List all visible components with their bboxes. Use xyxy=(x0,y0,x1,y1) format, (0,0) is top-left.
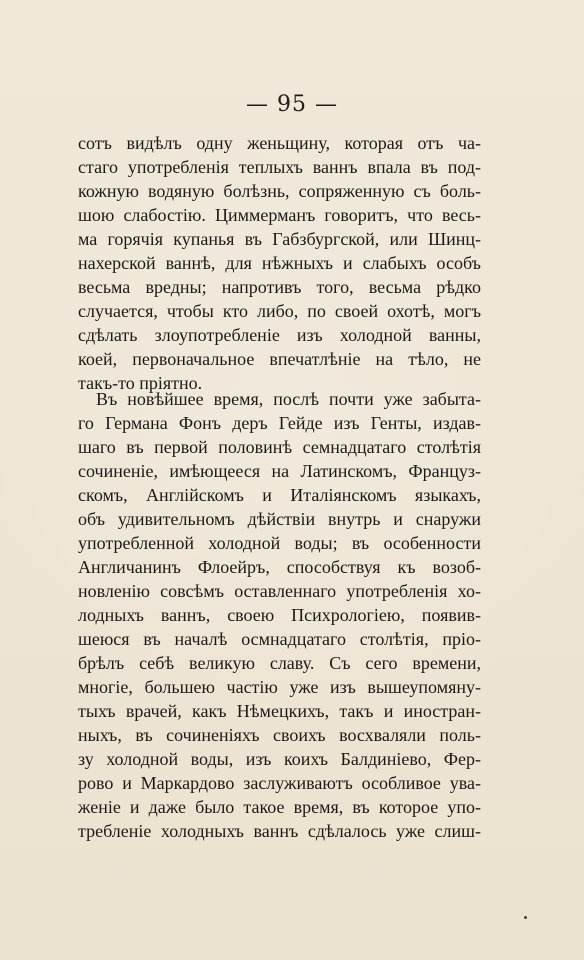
paragraph-2-line-9: новленію совсѣмъ оставленнаго употребленія хо- xyxy=(78,581,481,601)
paragraph-2-line-1: Въ новѣйшее время, послѣ почти уже забыта- xyxy=(96,389,481,409)
paragraph-2-line-12: брѣлъ себѣ великую славу. Съ сего времени, xyxy=(78,653,481,673)
ink-speck xyxy=(524,916,527,919)
paragraph-2-line-6: объ удивительномъ дѣйствіи внутрь и снаружи xyxy=(78,509,481,529)
paragraph-2-line-8: Англичанинъ Флоейръ, способствуя къ возоб- xyxy=(78,557,481,577)
paragraph-1-line-10: коей, первоначальное впечатлѣніе на тѣло, не xyxy=(78,349,481,369)
paragraph-1-line-5: ма горячія купанья въ Габзбургской, или Шинц- xyxy=(78,229,481,249)
paragraph-1-line-4: шою слабостію. Циммерманъ говоритъ, что весь- xyxy=(78,205,481,225)
paragraph-2-line-11: шеюся въ началѣ осмнадцатаго столѣтія, пріо- xyxy=(78,629,481,649)
page-number: — 95 — xyxy=(246,92,338,117)
paragraph-1-line-3: кожную водяную болѣзнь, сопряженную съ боль- xyxy=(78,181,481,201)
paragraph-1-line-1: сотъ видѣлъ одну женьщину, которая отъ ча- xyxy=(78,133,481,153)
paragraph-2-line-16: зу холодной воды, изъ коихъ Балдиніево, Фер- xyxy=(78,749,481,769)
paragraph-2-line-10: лодныхъ ваннъ, своею Психрологіею, появив- xyxy=(78,605,481,625)
paragraph-1-line-7: весьма вредны; напротивъ того, весьма рѣдко xyxy=(78,277,481,297)
paragraph-2-line-3: шаго въ первой половинѣ семнадцатаго столѣтія xyxy=(78,437,481,457)
paragraph-1-line-9: сдѣлать злоупотребленіе изъ холодной ванны, xyxy=(78,325,481,345)
paragraph-2-line-13: многіе, большею частію уже изъ вышеупомяну- xyxy=(78,677,481,697)
paragraph-2-line-4: сочиненіе, имѣющееся на Латинскомъ, Француз- xyxy=(78,461,481,481)
paragraph-2-line-19: требленіе холодныхъ ваннъ сдѣлалось уже слиш- xyxy=(78,821,481,841)
paragraph-1 xyxy=(78,131,481,395)
paragraph-2-line-18: женіе и даже было такое время, въ которое упо- xyxy=(78,797,481,817)
paragraph-1-line-6: нахерской ваннѣ, для нѣжныхъ и слабыхъ особъ xyxy=(78,253,481,273)
paragraph-2 xyxy=(78,387,481,843)
paragraph-2-line-17: рово и Маркардово заслуживаютъ особливое ува- xyxy=(78,773,481,793)
paragraph-2-line-2: го Германа Фонъ деръ Гейде изъ Генты, издав- xyxy=(78,413,481,433)
paragraph-2-line-15: ныхъ, въ сочиненіяхъ своихъ восхваляли поль- xyxy=(78,725,481,745)
paragraph-1-line-2: стаго употребленія теплыхъ ваннъ впала въ под- xyxy=(78,157,481,177)
paragraph-2-line-7: употребленной холодной воды; въ особенности xyxy=(78,533,481,553)
paragraph-1-line-8: случается, чтобы кто либо, по своей охотѣ, могъ xyxy=(78,301,481,321)
paragraph-1-line-11: такъ-то пріятно. xyxy=(78,373,203,393)
paragraph-2-line-5: скомъ, Англійскомъ и Италіянскомъ языкахъ, xyxy=(78,485,481,505)
paragraph-2-line-14: тыхъ врачей, какъ Нѣмецкихъ, такъ и иностран- xyxy=(78,701,481,721)
